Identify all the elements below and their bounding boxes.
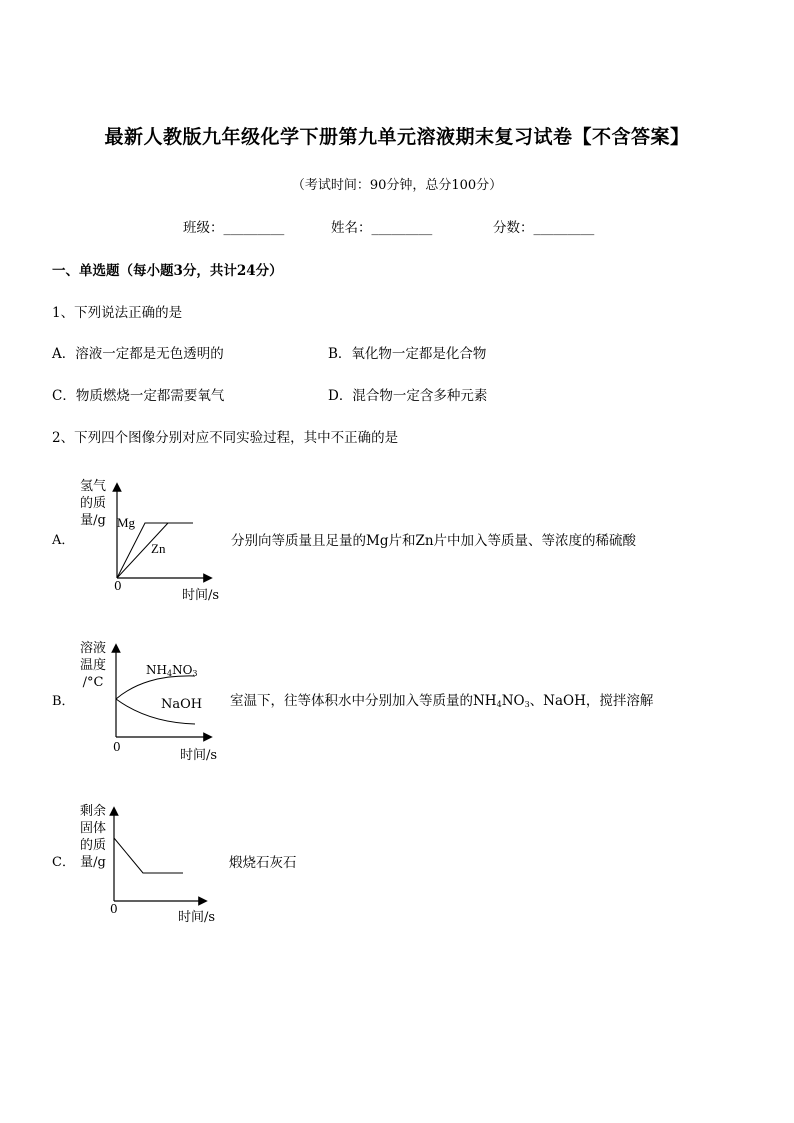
question-2-stem: 2、下列四个图像分别对应不同实验过程，其中不正确的是: [52, 430, 399, 446]
q2-option-a-letter: A．: [52, 533, 75, 548]
graph-c: [100, 805, 225, 915]
name-field: 姓名：_________: [331, 220, 433, 236]
exam-info: （考试时间：90分钟，总分100分）: [291, 178, 503, 193]
graph-c-y-label: 剩余 固体 的质 量/g: [79, 804, 106, 870]
graph-b-y-label: 溶液 温度 /°C: [79, 641, 106, 690]
q2-option-a-text: 分别向等质量且足量的Mg片和Zn片中加入等质量、等浓度的稀硫酸: [231, 533, 637, 549]
question-1-stem: 1、下列说法正确的是: [52, 305, 183, 321]
q1-option-a: A．溶液一定都是无色透明的: [52, 346, 224, 362]
q2-option-c-letter: C．: [52, 855, 75, 870]
q1-option-d: D．混合物一定含多种元素: [328, 388, 488, 404]
graph-a-y-label: 氢气 的质 量/g: [79, 479, 106, 528]
q1-option-b: B．氧化物一定都是化合物: [328, 346, 487, 362]
graph-c-origin: 0: [110, 902, 118, 916]
graph-b-nh4no3-curve: [116, 676, 195, 699]
graph-a-mg-label: Mg: [117, 515, 136, 530]
graph-a-x-label: 时间/s: [182, 588, 220, 603]
graph-b-x-label: 时间/s: [180, 748, 218, 763]
graph-a-origin: 0: [114, 579, 122, 593]
q2-option-b-text: 室温下，往等体积水中分别加入等质量的$NH_4NO_3$、NaOH，搅拌溶解: [230, 693, 654, 709]
q1-option-c: C．物质燃烧一定都需要氧气: [52, 388, 225, 404]
graph-b-naoh-label: NaOH: [161, 697, 203, 712]
score-field: 分数：_________: [493, 220, 595, 236]
graph-c-mass-curve: [114, 838, 183, 873]
page-title: 最新人教版九年级化学下册第九单元溶液期末复习试卷【不含答案】: [104, 126, 690, 148]
graph-b-nh4no3-label: $NH_4NO_3$: [146, 663, 198, 678]
graph-c-x-label: 时间/s: [178, 910, 216, 925]
q2-option-b-letter: B．: [52, 694, 75, 709]
section-heading: 一、单选题（每小题3分，共计24分）: [52, 263, 283, 279]
graph-a-zn-label: Zn: [151, 541, 166, 556]
class-field: 班级：_________: [183, 220, 285, 236]
q2-option-c-text: 煅烧石灰石: [229, 855, 297, 871]
graph-b-origin: 0: [113, 740, 121, 754]
